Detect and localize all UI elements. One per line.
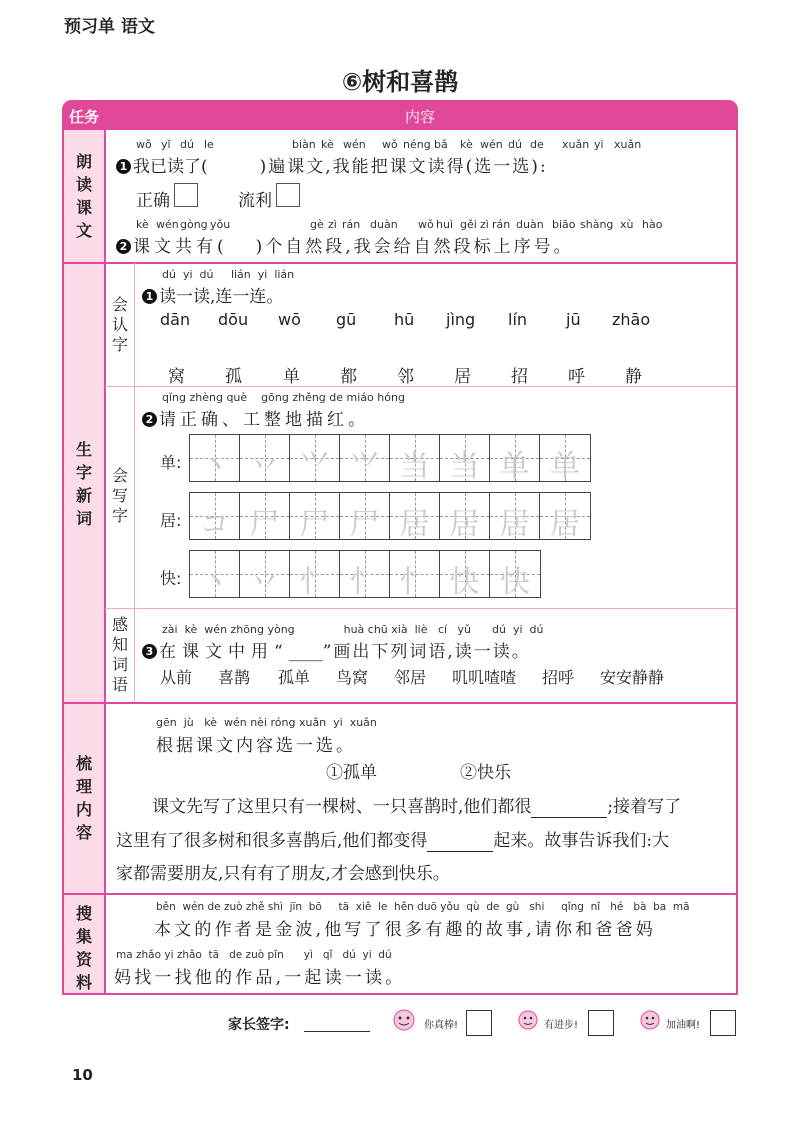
praise-label: 加油啊! bbox=[666, 1020, 701, 1031]
divider bbox=[64, 702, 736, 704]
write-cell[interactable]: 快 bbox=[490, 551, 540, 597]
write-row-label: 快: bbox=[160, 569, 182, 588]
word-list bbox=[160, 665, 730, 687]
summary-option-2: ②快乐 bbox=[460, 763, 511, 783]
pinyin-line: běn wén de zuò zhě shì jīn bō tā xiě le hěn duō yǒu qù de gù shi qǐng nǐ hé bà ba mā bbox=[156, 901, 690, 913]
pinyin-item[interactable]: hū bbox=[394, 310, 415, 329]
page-number: 10 bbox=[72, 1066, 93, 1084]
write-cell[interactable]: 忄 bbox=[390, 551, 440, 597]
summary-line-3: 家都需要朋友,只有有了朋友,才会感到快乐。 bbox=[116, 864, 450, 884]
write-cell[interactable]: 居 bbox=[390, 493, 440, 539]
subdivider bbox=[105, 608, 736, 609]
write-cell[interactable]: 居 bbox=[440, 493, 490, 539]
task-column-header: 任务 bbox=[68, 108, 99, 126]
character-item[interactable]: 邻 bbox=[397, 367, 414, 387]
content-column-header: 内容 bbox=[404, 108, 435, 126]
write-cell[interactable]: 单 bbox=[540, 435, 590, 481]
character-item[interactable]: 单 bbox=[283, 367, 300, 387]
write-cell[interactable]: 当 bbox=[440, 435, 490, 481]
write-cell[interactable]: 丶 bbox=[190, 551, 240, 597]
question-1: 1 我已读了( )遍课文,我能把课文读得(选一选): bbox=[116, 152, 548, 177]
write-cell[interactable]: ⺍ bbox=[340, 435, 390, 481]
write-row-label: 居: bbox=[160, 511, 182, 530]
word-item: 招呼 bbox=[542, 668, 575, 687]
question-2: 2 课文共有( )个自然段,我会给自然段标上序号。 bbox=[116, 232, 574, 257]
character-item[interactable]: 呼 bbox=[568, 367, 585, 387]
write-cell[interactable]: 忄 bbox=[340, 551, 390, 597]
pinyin-line: qǐng zhèng què gōng zhěng de miáo hóng bbox=[162, 391, 405, 404]
pinyin-item[interactable]: jìng bbox=[446, 310, 476, 329]
write-cell[interactable]: 丷 bbox=[240, 551, 290, 597]
write-cell[interactable]: 忄 bbox=[290, 551, 340, 597]
praise-checkbox[interactable] bbox=[588, 1010, 614, 1036]
cheer-face-icon bbox=[634, 1006, 666, 1034]
section-label-newwords: 生 字 新 词 bbox=[75, 440, 92, 528]
summary-instruction: 根据课文内容选一选。 bbox=[156, 736, 356, 756]
subdivider bbox=[134, 263, 135, 702]
praise-label: 你真棒! bbox=[424, 1020, 459, 1031]
write-grid-row bbox=[189, 492, 591, 540]
section-label-summary: 梳 理 内 容 bbox=[75, 754, 92, 842]
checkbox-correct[interactable] bbox=[174, 183, 198, 207]
write-cell[interactable]: コ bbox=[190, 493, 240, 539]
smile-face-icon bbox=[384, 1006, 424, 1034]
word-item: 孤单 bbox=[278, 668, 311, 687]
write-grid-row bbox=[189, 550, 541, 598]
write-cell[interactable]: 居 bbox=[540, 493, 590, 539]
summary-line-2: 这里有了很多树和很多喜鹊后,他们都变得 起来。故事告诉我们:大 bbox=[116, 831, 670, 851]
summary-option-1: ①孤单 bbox=[326, 763, 377, 783]
collect-line-1: 本文的作者是金波,他写了很多有趣的故事,请你和爸爸妈 bbox=[154, 920, 657, 940]
character-item[interactable]: 招 bbox=[511, 367, 528, 387]
pinyin-line: zài kè wén zhōng yòng huà chū xià liè cí yǔ dú yi dú bbox=[162, 623, 544, 636]
option-fluent-label: 流利 bbox=[238, 191, 272, 211]
character-item[interactable]: 都 bbox=[340, 367, 357, 387]
pinyin-line: ma zhǎo yi zhǎo tā de zuò pǐn yì qǐ dú yi dú bbox=[116, 949, 392, 961]
word-item: 从前 bbox=[160, 668, 193, 687]
pinyin-line: gēn jù kè wén nèi róng xuǎn yi xuǎn bbox=[156, 716, 377, 729]
answer-blank-2[interactable] bbox=[427, 831, 493, 852]
character-item[interactable]: 居 bbox=[454, 367, 471, 387]
praise-checkbox[interactable] bbox=[466, 1010, 492, 1036]
task-divider bbox=[104, 130, 106, 993]
word-item: 邻居 bbox=[394, 668, 427, 687]
pinyin-item[interactable]: dōu bbox=[218, 310, 249, 329]
word-item: 安安静静 bbox=[600, 668, 665, 687]
character-item[interactable]: 窝 bbox=[168, 367, 185, 387]
character-item[interactable]: 静 bbox=[625, 367, 642, 387]
question-write: 2 请正确、工整地描红。 bbox=[142, 405, 369, 430]
pinyin-item[interactable]: lín bbox=[508, 310, 528, 329]
pinyin-line: dú yi dú lián yi lián bbox=[162, 268, 295, 281]
write-cell[interactable]: 丶 bbox=[190, 435, 240, 481]
sublabel-recognize: 会 认 字 bbox=[111, 295, 128, 354]
write-cell[interactable]: 丷 bbox=[240, 435, 290, 481]
sublabel-write: 会 写 字 bbox=[111, 466, 128, 525]
pinyin-item[interactable]: wō bbox=[278, 310, 301, 329]
character-item[interactable]: 孤 bbox=[225, 367, 242, 387]
write-cell[interactable]: 居 bbox=[490, 493, 540, 539]
section-label-collect: 搜 集 资 料 bbox=[75, 904, 92, 992]
divider bbox=[64, 893, 736, 895]
write-cell[interactable]: 尸 bbox=[340, 493, 390, 539]
write-row-label: 单: bbox=[160, 453, 182, 472]
lesson-title: ⑥树和喜鹊 bbox=[341, 68, 459, 96]
word-item: 叽叽喳喳 bbox=[452, 668, 517, 687]
pinyin-item[interactable]: gū bbox=[336, 310, 357, 329]
summary-line-1: 课文先写了这里只有一棵树、一只喜鹊时,他们都很 ;接着写了 bbox=[152, 797, 682, 817]
task-column bbox=[64, 130, 104, 993]
question-recognize: 1 读一读,连一连。 bbox=[142, 282, 283, 307]
write-cell[interactable]: 快 bbox=[440, 551, 490, 597]
character-items bbox=[168, 362, 668, 387]
divider bbox=[64, 262, 736, 264]
pinyin-item[interactable]: zhāo bbox=[612, 310, 651, 329]
parent-sign-line[interactable] bbox=[304, 1031, 370, 1032]
sublabel-words: 感 知 词 语 bbox=[111, 615, 128, 694]
word-item: 鸟窝 bbox=[336, 668, 369, 687]
praise-label: 有进步! bbox=[544, 1020, 579, 1031]
write-cell[interactable]: ⺍ bbox=[290, 435, 340, 481]
collect-line-2: 妈找一找他的作品,一起读一读。 bbox=[114, 968, 406, 988]
write-cell[interactable]: 单 bbox=[490, 435, 540, 481]
pinyin-item[interactable]: jū bbox=[566, 310, 581, 329]
option-correct-label: 正确 bbox=[136, 191, 170, 211]
parent-sign-label: 家长签字: bbox=[228, 1017, 290, 1033]
word-item: 喜鹊 bbox=[218, 668, 251, 687]
write-cell[interactable]: 当 bbox=[390, 435, 440, 481]
write-cell[interactable]: 尸 bbox=[290, 493, 340, 539]
section-label-reading: 朗 读 课 文 bbox=[75, 152, 92, 240]
praise-checkbox[interactable] bbox=[710, 1010, 736, 1036]
pinyin-item[interactable]: dān bbox=[160, 310, 191, 329]
checkbox-fluent[interactable] bbox=[276, 183, 300, 207]
pinyin-items bbox=[160, 310, 660, 332]
write-grid-row bbox=[189, 434, 591, 482]
sun-face-icon bbox=[512, 1006, 544, 1034]
question-words: 3 在课文中用“____”画出下列词语,读一读。 bbox=[142, 637, 531, 662]
write-cell[interactable]: 尸 bbox=[240, 493, 290, 539]
subject-label: 预习单 语文 bbox=[64, 17, 155, 37]
answer-blank-1[interactable] bbox=[531, 797, 607, 818]
